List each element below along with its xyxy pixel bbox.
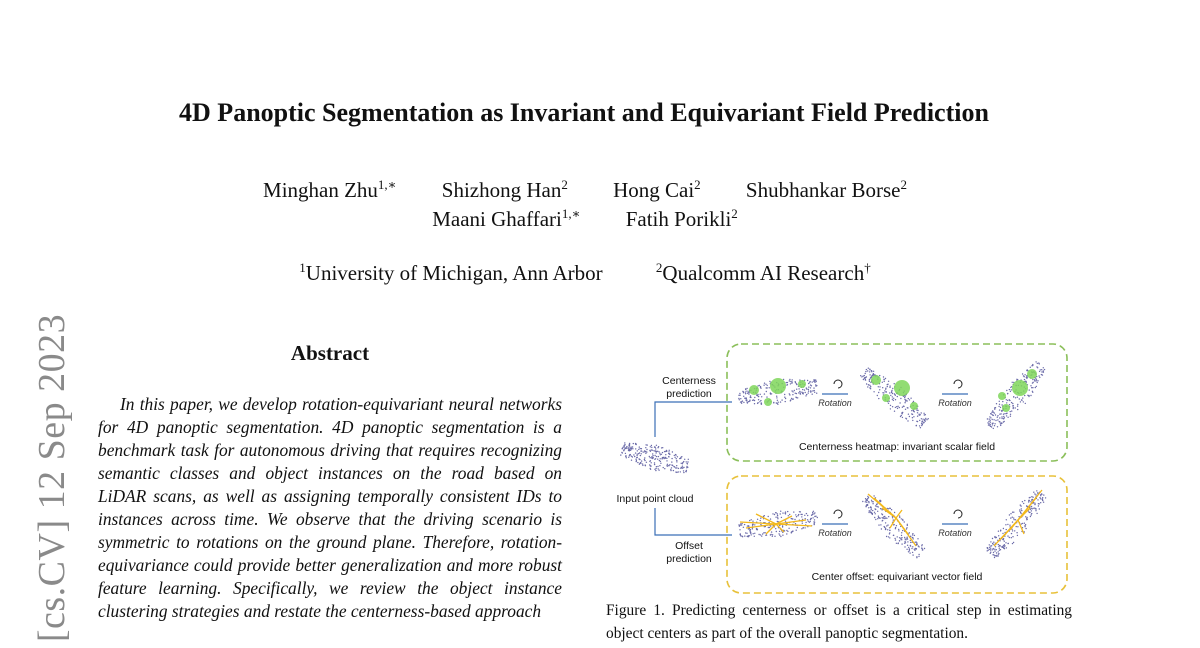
abstract-body (98, 393, 562, 623)
svg-text:Rotation: Rotation (938, 398, 972, 408)
abstract-paragraph: In this paper, we develop rotation-equivariant neural networks for 4D panoptic segmentation. 4D panoptic segmentation is a benchmark task for autonomous driving that requires recognizing semantic classes and object instances on the road based on LiDAR scans, as well as assigning temporally consistent IDs to instances across time. We observe that the driving scenario is symmetric to rotations on the ground plane. Therefore, rotation-equivariance could provide better generalization and more robust feature learning. Specifically, we review the object instance clustering strategies and restate the centerness-based approach (98, 394, 562, 621)
centerness-label-line-2: prediction (666, 388, 712, 400)
affiliation: $^2$Qualcomm AI Research† (655, 260, 871, 285)
author-list-row-1 (0, 178, 1170, 203)
offset-box-caption: Center offset: equivariant vector field (811, 571, 983, 583)
author: Maani Ghaffari$^{1,∗}$ (432, 206, 581, 231)
author: Shubhankar Borse$^2$ (745, 177, 907, 202)
offset-vector-clouds (738, 490, 1046, 558)
svg-text:Rotation: Rotation (818, 398, 852, 408)
connector-bottom (655, 508, 732, 535)
author-list-row-2 (0, 207, 1170, 232)
abstract-heading: Abstract (290, 341, 370, 365)
centerness-heatmap-clouds (738, 361, 1045, 429)
paper-title: 4D Panoptic Segmentation as Invariant and Equivariant Field Prediction (179, 98, 989, 127)
author: Minghan Zhu$^{1,∗}$ (263, 177, 397, 202)
offset-label-line-2: prediction (666, 553, 712, 565)
author: Shizhong Han$^2$ (441, 177, 568, 202)
affiliations (0, 261, 1170, 286)
centerness-label-line-1: Centerness (662, 375, 716, 387)
input-point-cloud-label: Input point cloud (616, 493, 694, 505)
affiliation: $^1$University of Michigan, Ann Arbor (299, 260, 603, 285)
figure-caption: Figure 1. Predicting centerness or offset is a critical step in estimating object centers as part of the overall panoptic segmentation. (606, 602, 1072, 642)
figure-1-diagram (606, 338, 1076, 600)
input-point-cloud-graphic (620, 442, 689, 473)
figure-1 (606, 338, 1076, 600)
rotation-marker (818, 510, 852, 538)
rotation-marker (818, 380, 852, 408)
offset-label-line-1: Offset (675, 540, 703, 552)
author: Hong Cai$^2$ (613, 177, 701, 202)
svg-text:Rotation: Rotation (938, 528, 972, 538)
arxiv-stamp: [cs.CV] 12 Sep 2023 (31, 313, 73, 643)
connector-top (655, 402, 732, 437)
centerness-box-caption: Centerness heatmap: invariant scalar field (798, 441, 996, 453)
author: Fatih Porikli$^2$ (625, 206, 738, 231)
rotation-marker (938, 510, 972, 538)
svg-text:Rotation: Rotation (818, 528, 852, 538)
rotation-marker (938, 380, 972, 408)
